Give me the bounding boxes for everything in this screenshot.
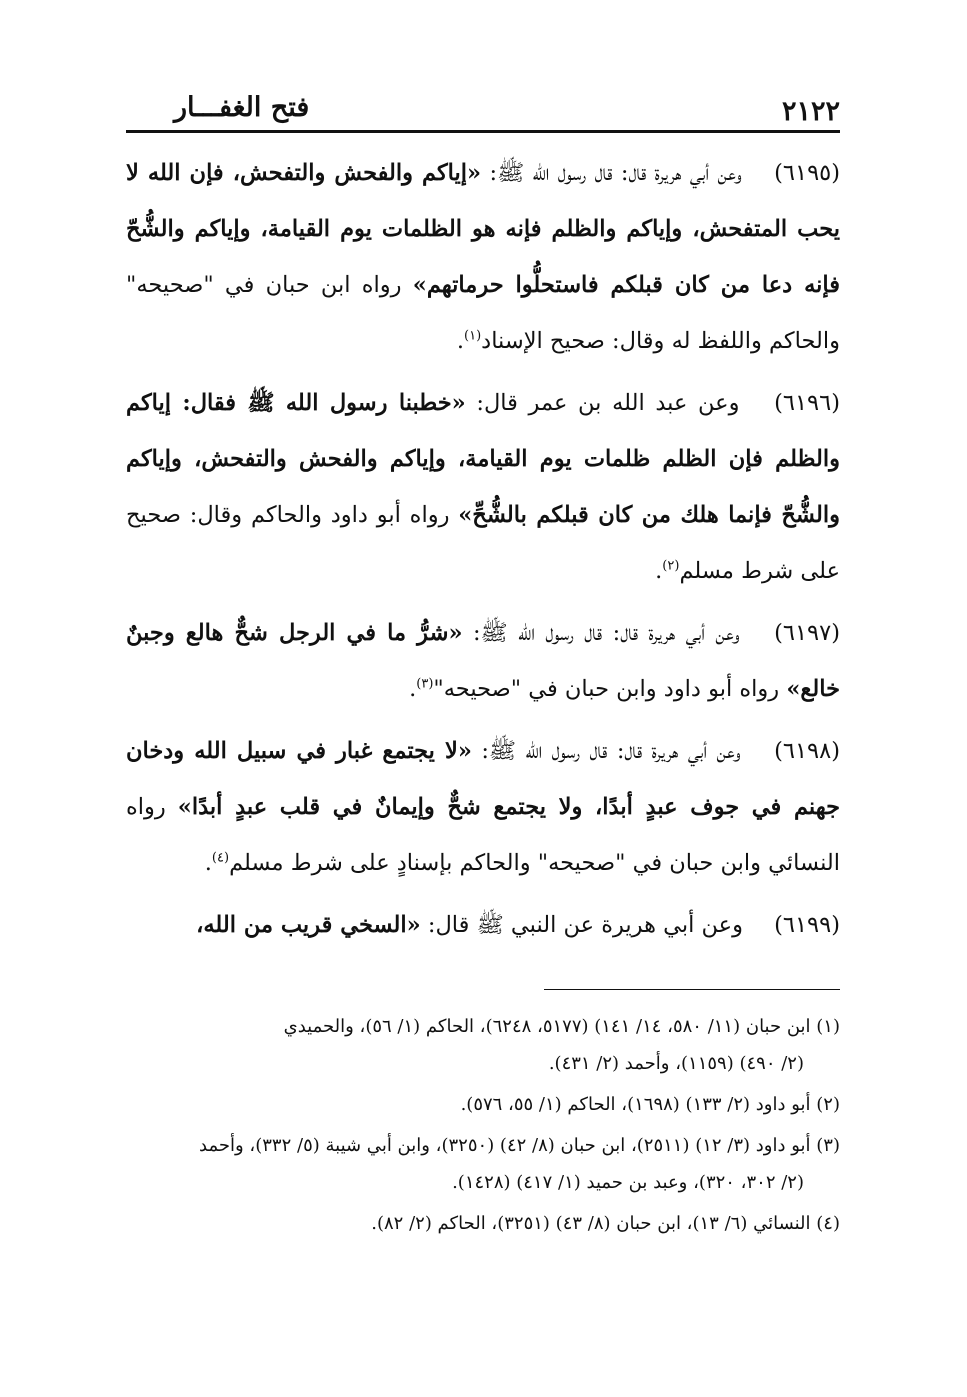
hadith-quote: «خطبنا رسول الله ﷺ فقال: إياكم والظلم فإن الظلم ظلمات يوم القيامة، وإياكم والفحش والتفحش، وإياكم والشُّحّ فإنما هلك من كان قبلكم بالشُّحِّ» (126, 390, 840, 528)
footnote-ref: (٢) (662, 558, 680, 574)
book-page (126, 92, 840, 1246)
hadith-source: رواه النسائي وابن حبان في "صحيحه" والحاكم بإسنادٍ على شرط مسلم (126, 794, 840, 876)
hadith-quote: «إياكم والفحش والتفحش، فإن الله لا يحب المتفحش، وإياكم والظلم فإنه هو الظلمات يوم القيامة، وإياكم والشُّحّ فإنه دعا من كان قبلكم فاستحلُّوا حرماتهم» (126, 160, 841, 298)
hadith-entry (126, 897, 840, 953)
hadith-intro: وعن أبي هريرة عن النبي ﷺ قال: (427, 912, 743, 938)
footnote (126, 1127, 840, 1201)
footnote-line-continued: (٢/ ٣٠٢، ٣٢٠)، وعبد بن حميد (١/ ٤١٧) (١٤٢٨). (452, 1172, 804, 1193)
footnote-ref: (١) (464, 328, 482, 344)
footnote-ref: (٣) (416, 676, 434, 692)
hadith-intro: وعن أبي هريرة قال: قال رسول الله ﷺ: (472, 620, 740, 646)
hadith-intro: وعن أبي هريرة قال: قال رسول الله ﷺ: (481, 738, 741, 764)
book-title: فتح الغفـــار (174, 92, 310, 123)
hadith-quote: «شرُّ ما في الرجل شحٌّ هالع وجبنٌ خالع» (126, 620, 840, 702)
hadith-entry (126, 723, 840, 891)
footnote (126, 1086, 840, 1123)
hadith-source: رواه ابن حبان في "صحيحه" والحاكم واللفظ له وقال: صحيح الإسناد (126, 272, 840, 354)
hadith-number: (٦١٩٧) (774, 620, 840, 646)
hadith-end: . (655, 558, 663, 584)
footnote-rule (544, 989, 840, 990)
hadith-entry (126, 375, 840, 599)
hadith-source: رواه أبو داود والحاكم وقال: صحيح على شرط مسلم (126, 502, 840, 584)
hadith-source: رواه أبو داود وابن حبان في "صحيحه" (433, 676, 780, 702)
hadith-intro: وعن عبد الله بن عمر قال: (476, 390, 740, 416)
footnote-line-continued: (٢/ ٤٩٠) (١١٥٩)، وأحمد (٢/ ٤٣١). (548, 1053, 804, 1074)
hadith-number: (٦١٩٦) (774, 390, 841, 416)
hadith-number: (٦١٩٩) (774, 912, 840, 938)
footnote-line: (١) ابن حبان (١١/ ٥٨٠، ١٤/ ١٤١) (٥١٧٧، ٦٢٤٨)، الحاكم (١/ ٥٦)، والحميدي (283, 1016, 840, 1037)
hadith-list (126, 145, 840, 953)
footnote-line: (٢) أبو داود (٢/ ١٣٣) (١٦٩٨)، الحاكم (١/ ٥٥، ٥٧٦). (460, 1094, 840, 1115)
hadith-end: . (456, 328, 465, 354)
footnote-line: (٤) النسائي (٦/ ١٣)، ابن حبان (٨/ ٤٣) (٣٢٥١)، الحاكم (٢/ ٨٢). (371, 1213, 840, 1234)
footnote (126, 1008, 840, 1082)
page-number: ٢١٢٢ (781, 96, 840, 127)
hadith-intro: وعن أبي هريرة قال: قال رسول الله ﷺ: (489, 160, 742, 186)
hadith-end: . (204, 850, 212, 876)
header-rule (126, 130, 840, 133)
hadith-entry (126, 145, 840, 369)
page-header (126, 92, 840, 128)
hadith-number: (٦١٩٥) (774, 160, 841, 186)
hadith-quote: «لا يجتمع غبار في سبيل الله ودخان جهنم في جوف عبدٍ أبدًا، ولا يجتمع شحٌّ وإيمانٌ في قلب عبدٍ أبدًا» (126, 738, 841, 820)
footnote-ref: (٤) (211, 850, 230, 866)
hadith-quote: «السخي قريب من الله، (196, 912, 421, 938)
footnote (126, 1205, 840, 1242)
hadith-number: (٦١٩٨) (774, 738, 840, 764)
footnote-line: (٣) أبو داود (٣/ ١٢) (٢٥١١)، ابن حبان (٨/ ٤٢) (٣٢٥٠)، وابن أبي شيبة (٥/ ٣٣٢)، وأحمد (199, 1135, 840, 1156)
footnotes (126, 1008, 840, 1242)
hadith-entry (126, 605, 840, 717)
hadith-end: . (409, 676, 417, 702)
